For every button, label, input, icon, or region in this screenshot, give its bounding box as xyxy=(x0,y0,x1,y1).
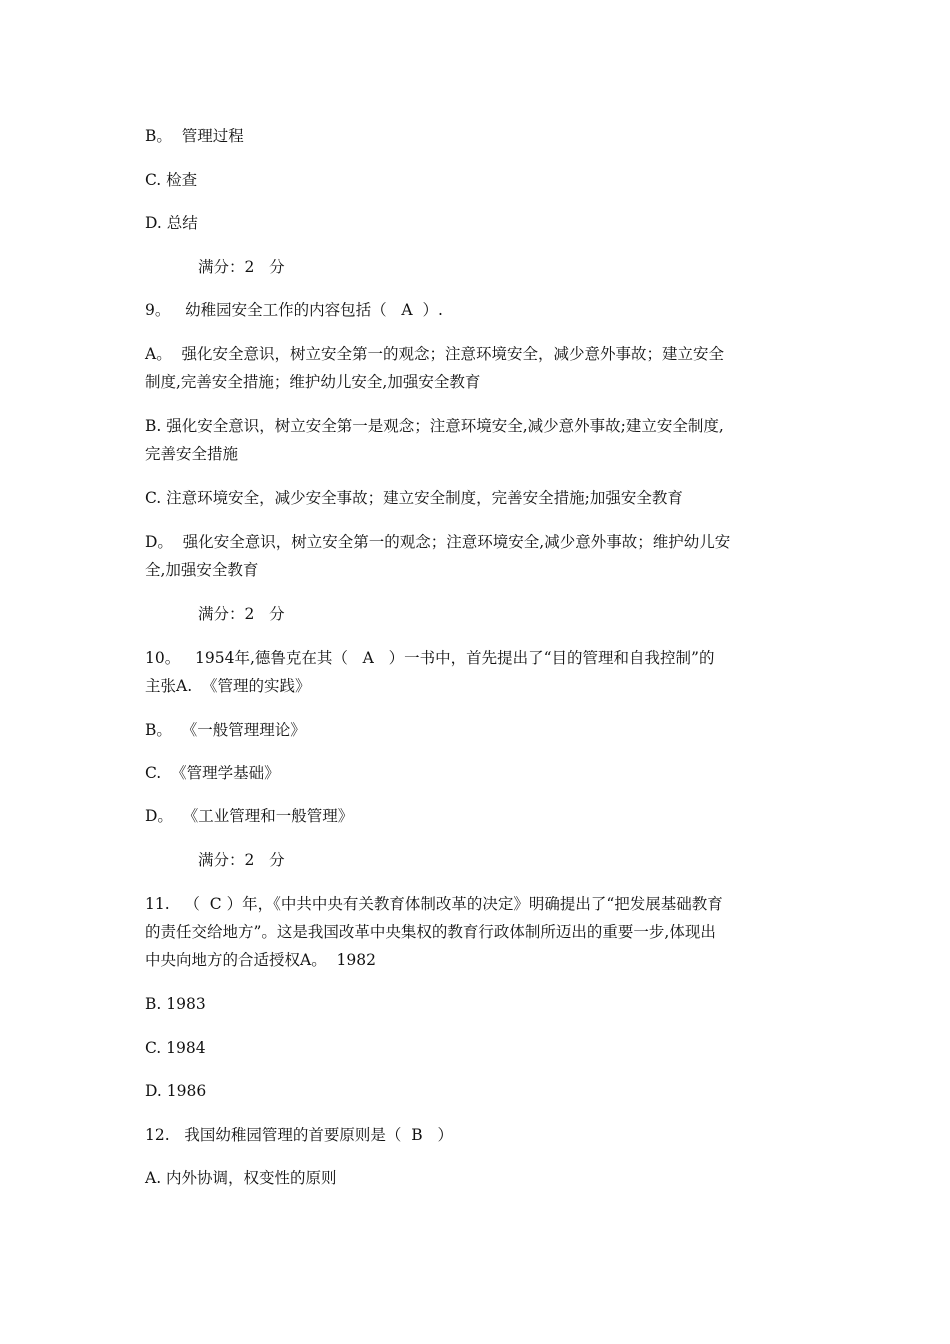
option-d-q8: D. 总结 xyxy=(145,214,198,232)
option-d-q11: D. 1986 xyxy=(145,1082,207,1100)
option-a-q9-line1: A。 强化安全意识，树立安全第一的观念；注意环境安全，减少意外事故；建立安全 xyxy=(145,345,725,363)
option-b-q8: B。 管理过程 xyxy=(145,127,244,145)
option-a-q12: A. 内外协调，权变性的原则 xyxy=(145,1169,337,1187)
score-q9: 满分：2 分 xyxy=(198,605,285,623)
question-12: 12. 我国幼稚园管理的首要原则是（ B ） xyxy=(145,1126,453,1144)
option-b-q9-line1: B. 强化安全意识，树立安全第一是观念；注意环境安全,减少意外事故;建立安全制度, xyxy=(145,417,724,435)
option-d-q9-line2: 全,加强安全教育 xyxy=(145,561,259,579)
option-c-q8: C. 检查 xyxy=(145,171,198,189)
option-c-q11: C. 1984 xyxy=(145,1039,206,1057)
option-b-q9-line2: 完善安全措施 xyxy=(145,445,239,463)
option-d-q10: D。 《工业管理和一般管理》 xyxy=(145,807,354,825)
option-c-q10: C. 《管理学基础》 xyxy=(145,764,280,782)
question-11-line3: 中央向地方的合适授权A。 1982 xyxy=(145,951,376,969)
question-9: 9。 幼稚园安全工作的内容包括（ A ）. xyxy=(145,301,443,319)
option-c-q9: C. 注意环境安全，减少安全事故；建立安全制度，完善安全措施;加强安全教育 xyxy=(145,489,683,507)
question-11-line2: 的责任交给地方”。这是我国改革中央集权的教育行政体制所迈出的重要一步,体现出 xyxy=(145,923,716,941)
question-10-line2: 主张A. 《管理的实践》 xyxy=(145,677,311,695)
question-11-line1: 11. （ C ）年，《中共中央有关教育体制改革的决定》明确提出了“把发展基础教育 xyxy=(145,895,723,913)
score-q8: 满分：2 分 xyxy=(198,258,285,276)
option-b-q11: B. 1983 xyxy=(145,995,206,1013)
option-a-q9-line2: 制度,完善安全措施；维护幼儿安全,加强安全教育 xyxy=(145,373,481,391)
question-10-line1: 10。 1954年,德鲁克在其（ A ）一书中，首先提出了“目的管理和自我控制”的 xyxy=(145,649,715,667)
score-q10: 满分：2 分 xyxy=(198,851,285,869)
option-d-q9-line1: D。 强化安全意识，树立安全第一的观念；注意环境安全,减少意外事故；维护幼儿安 xyxy=(145,533,731,551)
option-b-q10: B。 《一般管理理论》 xyxy=(145,721,306,739)
